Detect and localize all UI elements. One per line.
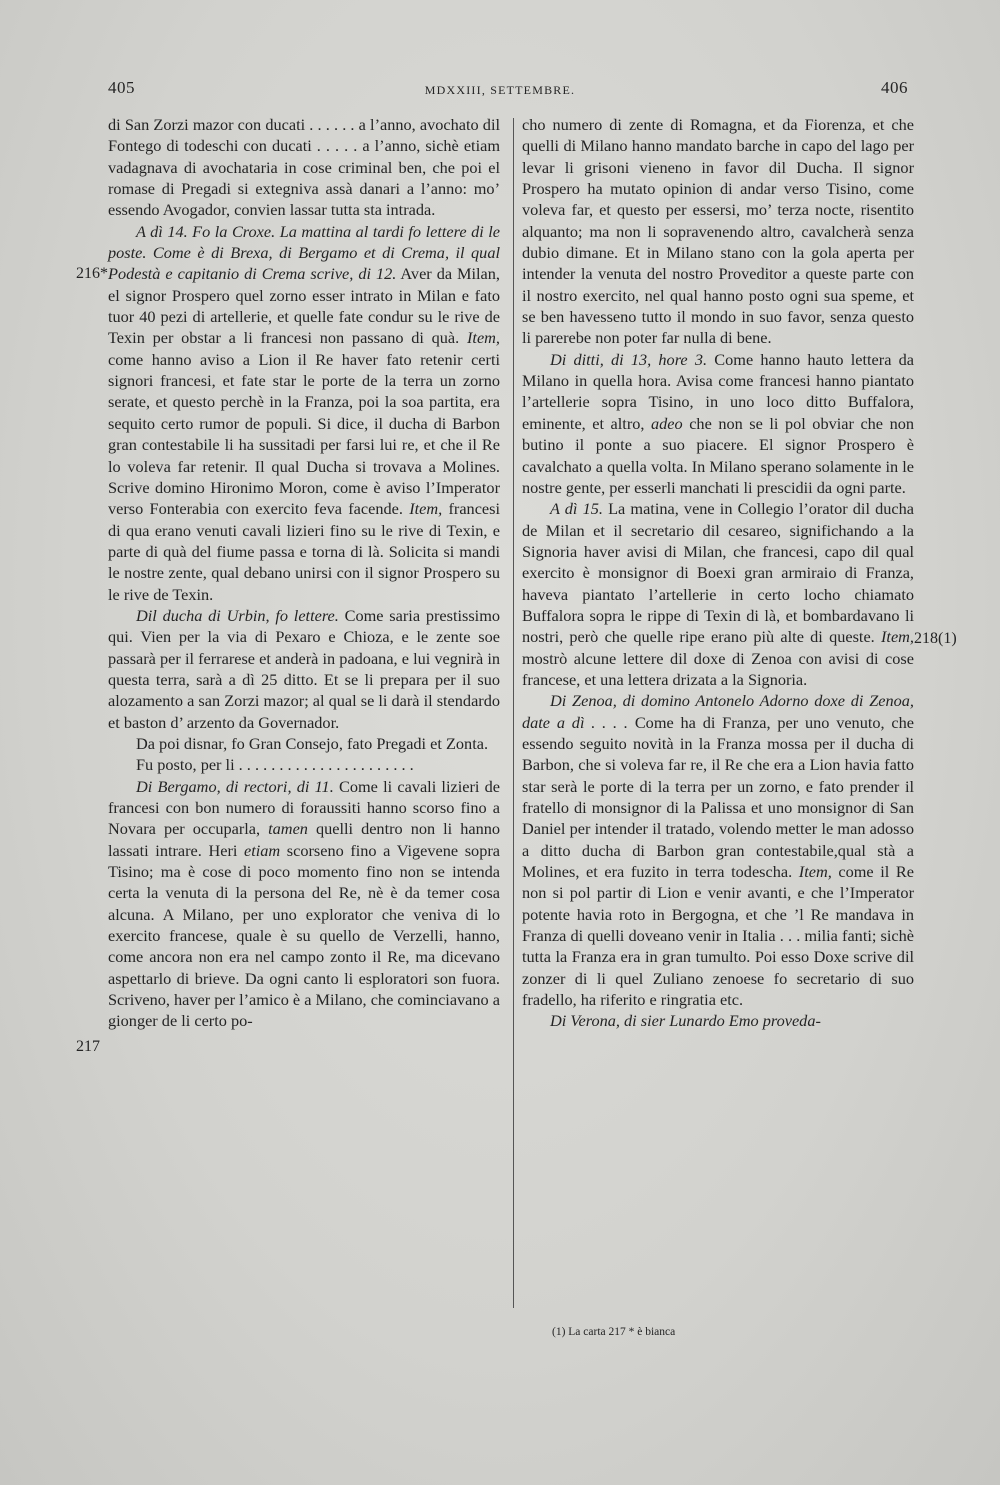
margin-note-217: 217 [76, 1038, 100, 1055]
margin-note-216: 216* [76, 265, 108, 282]
paragraph [522, 1010, 914, 1031]
paragraph: cho numero di zente di Romagna, et da Fiorenza, et che quelli di Milano hanno mandato barche in capo del lago per levar li grisoni vieneno in favor dil Ducha. Il signor Prospero ha mutato opinion di andar verso Tisino, come voleva far, et questo per essersi, mo’ terza nocte, risentito alquanto; ma non li sopravenendo altro, cavalcherà senza dubio dimane. Et in Milano stano con la gola aperta per intender la venuta del nostro Proveditor a queste parte con il nostro exercito, nel qual hanno posto ogni sua speme, et se ben havesseno tutto il mondo in suo favor, senza questo li parerebe non poter far nulla di bene. [522, 115, 914, 348]
paragraph: Fu posto, per li . . . . . . . . . . . . . . . . . . . . . . [136, 755, 414, 775]
column-divider [513, 118, 514, 1308]
entry-heading: Di Bergamo, di rectori, di 11. [136, 776, 334, 796]
right-column [522, 114, 914, 1032]
paragraph: Di Bergamo, di rectori, di 11. Come li cavali lizieri de francesi con bon numero di foraussiti hanno scorso fino a Novara per occuparla, tamen quelli dentro non li hanno lassati intrare. Heri etiam scorseno fino a Vigevene sopra Tisino; ma è cose di poco momento fino non se intenda certa la venuta di la persona del Re, nè è da temer cosa alcuna. A Milano, per uno explorator che veniva di lo exercito francese, quale è su quello de Verzelli, hanno, come ancora non era nel campo zonto il Re, ma dicevano aspettarlo di brieve. Da ogni canto li esploratori son fuora. Scriveno, haver per l’amico è a Milano, che cominciavano a gionger de li certo po- [108, 776, 501, 1031]
paragraph: A dì 14. Fo la Croxe. La mattina al tardi fo lettere di le poste. Come è di Brexa, di Bergamo et di Crema, il qual Podestà e capitanio di Crema scrive, di 12. Aver da Milan, el signor Prospero quel zorno esser intrato in Milan e fato tuor 40 pezi di artellerie, et quelle fate condur su le rive de Texin per obstar a li francesi non passano di quà. Item, come hanno aviso a Lion il Re haver fato retenir certi signori francesi, et fate star le porte de la terra un zorno serate, et questo perchè in la Franza, poi la soa partita, era sequito certo rumor de populi. Si dice, il ducha di Barbon gran contestabile li ha sussitadi per farsi lui re, et che il Re lo voleva far retenir. Il qual Ducha si trovava a Molines. Scrive domino Hironimo Moron, come è aviso l’Imperator verso Fonterabia con exercito feva facende. Item, francesi di qua erano venuti cavali lizieri fino su le rive di Texin, e parte di quà del fiume passa e torna di là. Solicita si mandi le nostre zente, qual debano unirsi con il signor Prospero su le rive de Texin. [108, 221, 501, 604]
paragraph: Di Zenoa, di domino Antonelo Adorno doxe di Zenoa, date a dì . . . . Come ha di Franza, per uno venuto, che essendo seguito novità in la Franza mossa per il ducha di Barbon, che si voleva far re, il Re che era a Lion havia fatto star serà le porte di la terra per un zorno, e fato prender il fratello di monsignor di la Palissa et uno monsignor di San Daniel per intender il tratado, volendo metter le man adosso a ditto ducha di Barbon gran contestabile,qual stà a Molines, et era fuzito in terra todescha. Item, come il Re non si pol partir di Lion e venir avanti, e che l’Imperator potente havia roto in Bergogna, et che ’l Re mandava in Franza di quelli doveano venir in Italia . . . milia fanti; sichè tutta la Franza era in gran tumulto. Poi esso Doxe scrive dil zonzer di li quel Zuliano zenoese fo secretario di suo fradello, ha riferito e ringratia etc. [522, 691, 914, 1010]
paragraph: Dil ducha di Urbin, fo lettere. Come saria prestissimo qui. Vien per la via di Pexaro e Chioza, e le zente soe passarà per il ferrarese et anderà in padoana, e lui vegnirà in questa terra, sarà a dì 25 ditto. Et se li prepara per il suo alozamento a san Zorzi mazor; al qual se li darà il stendardo et baston d’ arzento da Governador. [108, 605, 500, 732]
page-number-left: 405 [108, 78, 135, 97]
paragraph: Di ditti, di 13, hore 3. Come hanno hauto lettera da Milano in quella hora. Avisa come francesi hanno piantato l’artellerie sopra Tisino, in uno loco ditto Buffalora, eminente, et altro, adeo che non se li pol obviar che non butino il ponte a suo piacere. El signor Prospero è cavalchato a quella volta. In Milano sperano solamente in le nostre gente, per esserli manchati li prescidii da ogni parte. [522, 349, 914, 497]
paragraph: A dì 15. La matina, vene in Collegio l’orator dil ducha de Milan et il secretario dil cesareo, significhando a la Signoria haver avisi di Milan, che francesi, capo dil qual exercito è monsignor di Boexi gran armiraio di Franza, haveva piantato l’artellerie in certo locho chiamato Buffalora sopra le rippe di Texin di là, et bombardavano li nostri, però che quelle ripe erano più alte di queste. Item, mostrò alcune lettere dil doxe di Zenoa con avisi di cose francese, et una lettera drizata a la Signoria. [522, 499, 914, 689]
entry-heading: Di ditti, di 13, hore 3. [550, 349, 708, 369]
entry-heading: Di Verona, di sier Lunardo Emo proveda- [550, 1011, 821, 1031]
entry-heading: A dì 14. Fo la Croxe. La mattina al tardi fo lettere di le poste. Come è di Brexa, di Bergamo et di Crema, il qual Podestà e capitanio di Crema scrive, di 12. [108, 221, 500, 284]
entry-heading: Di Zenoa, di domino Antonelo Adorno doxe di Zenoa, date a dì . . . . [522, 691, 914, 732]
margin-note-218: 218(1) [914, 630, 957, 647]
entry-heading: A dì 15. [550, 499, 603, 519]
left-column [108, 114, 500, 1032]
paragraph: di San Zorzi mazor con ducati . . . . . . a l’anno, avochato dil Fontego di todeschi con ducati . . . . . a l’anno, sichè etiam vadagnava di avochataria in cose criminal ben, che poi el romase di Pregadi si extegniva assà danari a l’anno: mo’ essendo Avogador, convien lassar tutta sta intrada. [108, 115, 500, 220]
footnote: (1) La carta 217 * è bianca [552, 1326, 676, 1338]
entry-heading: Dil ducha di Urbin, fo lettere. [136, 605, 339, 625]
running-header: MDXXIII, SETTEMBRE. [424, 83, 576, 97]
paragraph: Da poi disnar, fo Gran Consejo, fato Pregadi et Zonta. [136, 733, 489, 753]
page-number-right: 406 [881, 78, 908, 97]
